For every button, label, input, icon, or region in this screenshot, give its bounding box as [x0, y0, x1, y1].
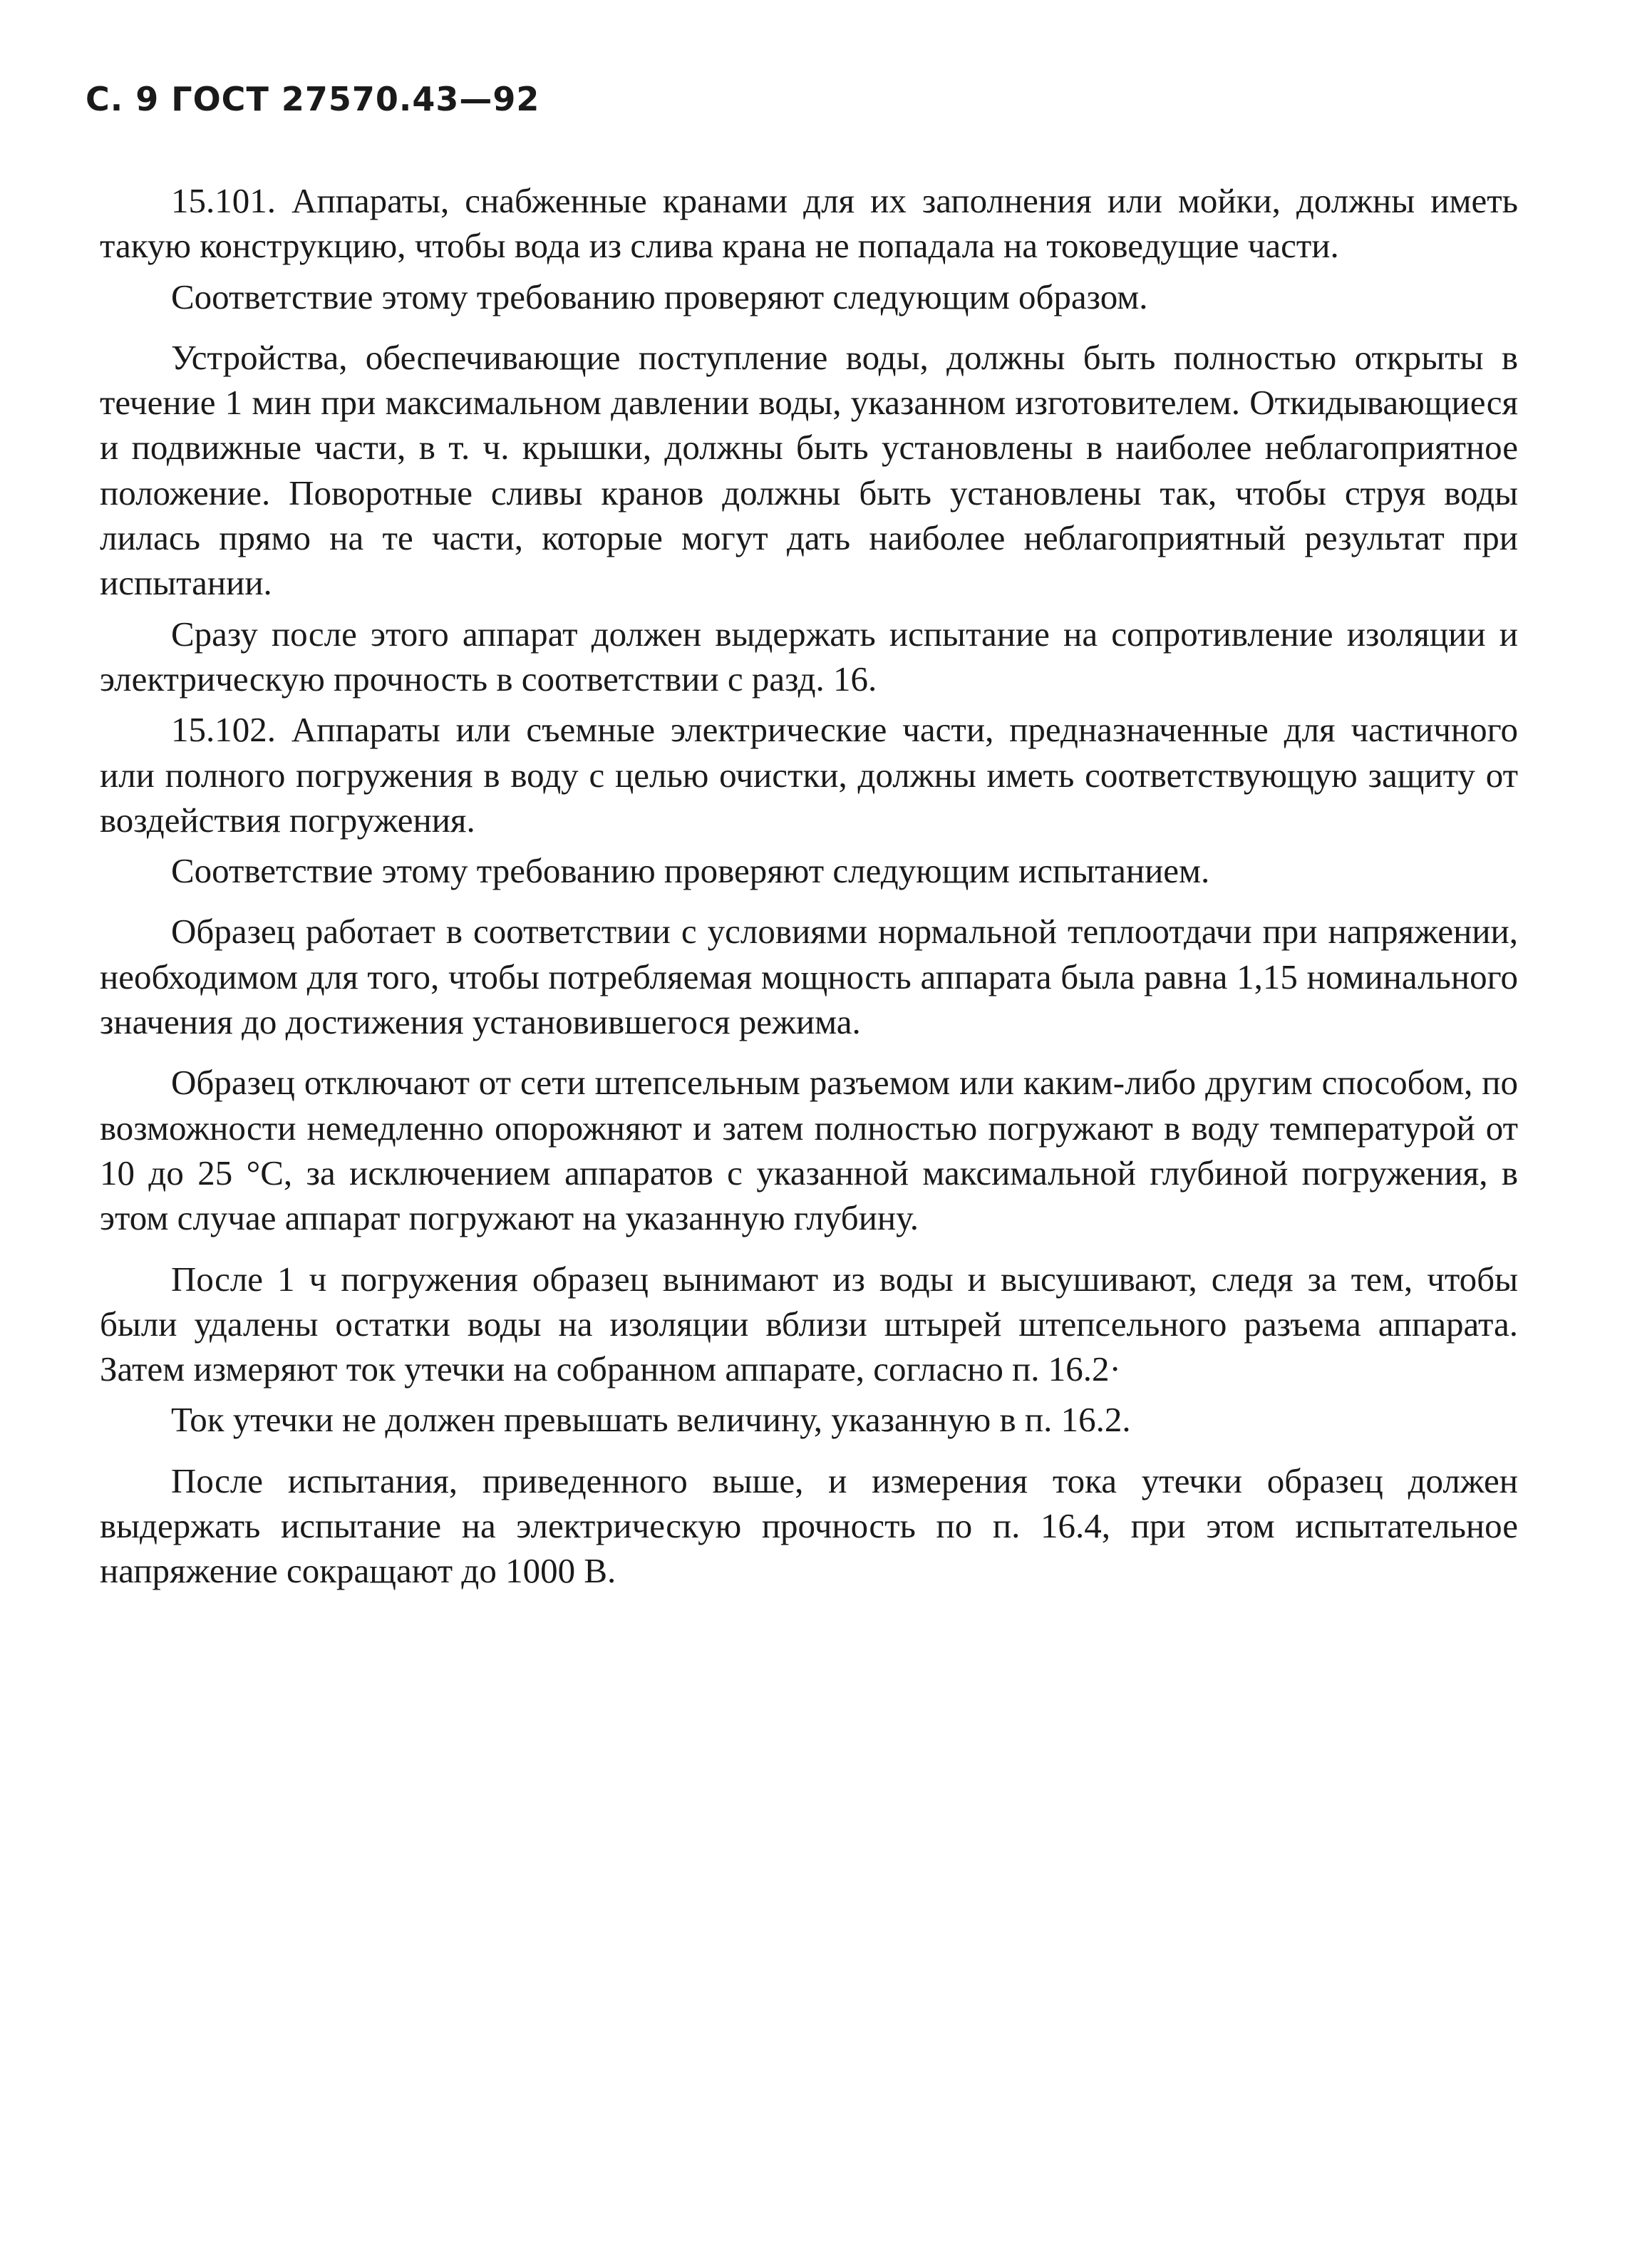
paragraph-15-101: 15.101. Аппараты, снабженные кранами для их заполнения или мойки, должны иметь такую конструкцию, чтобы вода из слива крана не попадала на токоведущие части. — [100, 181, 1518, 266]
paragraph-compliance-check-2: Соответствие этому требованию проверяют следующим испытанием. — [171, 851, 1210, 891]
document-body — [100, 178, 1518, 1594]
page-header: С. 9 ГОСТ 27570.43—92 — [86, 80, 540, 118]
paragraph-sample-operation: Образец работает в соответствии с условиями нормальной теплоотдачи при напряжении, необходимом для того, чтобы потребляемая мощность аппарата была равна 1,15 номинального значения до достижения установившегося режима. — [100, 912, 1518, 1042]
paragraph-electric-strength-test: После испытания, приведенного выше, и измерения тока утечки образец должен выдержать испытание на электрическую прочность по п. 16.4, при этом испытательное напряжение сокращают до 1000 В. — [100, 1461, 1518, 1591]
paragraph-15-102: 15.102. Аппараты или съемные электрические части, предназначенные для частичного или полного погружения в воду с целью очистки, должны иметь соответствующую защиту от воздействия погружения. — [100, 710, 1518, 840]
paragraph-compliance-check-1: Соответствие этому требованию проверяют следующим образом. — [171, 277, 1148, 316]
paragraph-after-immersion: После 1 ч погружения образец вынимают из воды и высушивают, следя за тем, чтобы были удалены остатки воды на изоляции вблизи штырей штепсельного разъема аппарата. Затем измеряют ток утечки на собранном аппарате, согласно п. 16.2· — [100, 1259, 1518, 1389]
paragraph-insulation-test: Сразу после этого аппарат должен выдержать испытание на сопротивление изоляции и электрическую прочность в соответствии с разд. 16. — [100, 614, 1518, 699]
paragraph-water-supply-devices: Устройства, обеспечивающие поступление воды, должны быть полностью открыты в течение 1 мин при максимальном давлении воды, указанном изготовителем. Откидывающиеся и подвижные части, в т. ч. крышки, должны быть установлены в наиболее неблагоприятное положение. Поворотные сливы кранов должны быть установлены так, чтобы струя воды лилась прямо на те части, которые могут дать наиболее неблагоприятный результат при испытании. — [100, 337, 1518, 603]
paragraph-sample-immersion: Образец отключают от сети штепсельным разъемом или каким-либо другим способом, по возможности немедленно опорожняют и затем полностью погружают в воду температурой от 10 до 25 °С, за исключением аппаратов с указанной максимальной глубиной погружения, в этом случае аппарат погружают на указанную глубину. — [100, 1063, 1518, 1238]
paragraph-leakage-current-limit: Ток утечки не должен превышать величину, указанную в п. 16.2. — [171, 1400, 1131, 1440]
